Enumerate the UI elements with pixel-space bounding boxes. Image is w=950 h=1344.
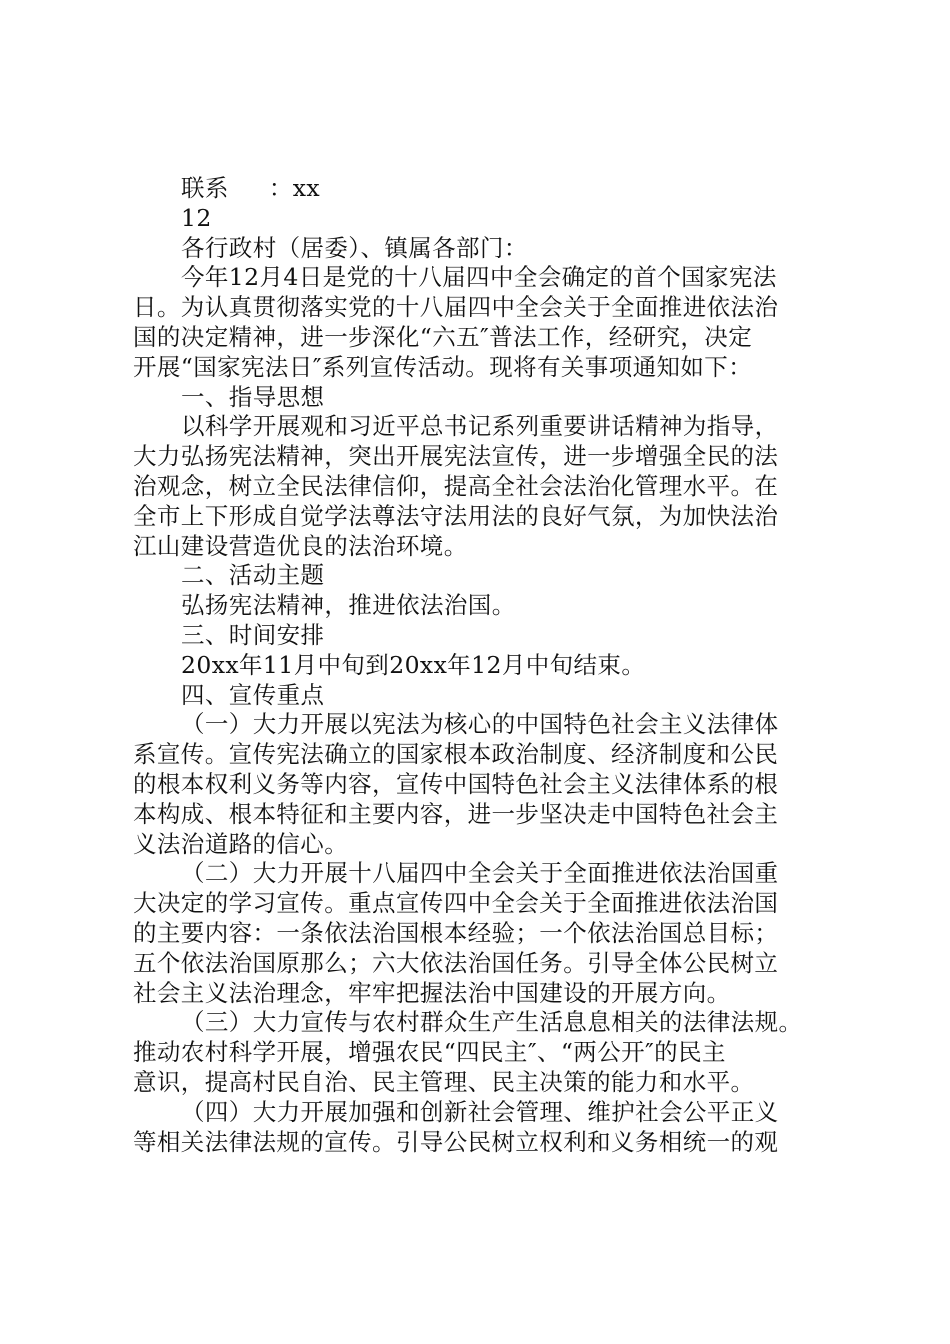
text-line: 今年12月4日是党的十八届四中全会确定的首个国家宪法 — [181, 263, 777, 292]
text-line: 开展“国家宪法日″系列宣传活动。现将有关事项通知如下： — [133, 352, 753, 381]
text-line: 国的决定精神，进一步深化“六五″普法工作，经研究，决定 — [133, 322, 753, 351]
text-line: 等相关法律法规的宣传。引导公民树立权利和义务相统一的观 — [133, 1127, 779, 1156]
text-line: （一）大力开展以宪法为核心的中国特色社会主义法律体 — [181, 710, 779, 739]
text-line: 以科学开展观和习近平总书记系列重要讲话精神为指导， — [181, 412, 779, 441]
text-line: 江山建设营造优良的法治环境。 — [133, 531, 468, 560]
month-number: 12 — [181, 203, 212, 232]
text-line: 20xx年11月中旬到20xx年12月中旬结束。 — [181, 650, 646, 679]
text-line: 大决定的学习宣传。重点宣传四中全会关于全面推进依法治国 — [133, 889, 779, 918]
text-line: 五个依法治国原那么；六大依法治国任务。引导全体公民树立 — [133, 948, 779, 977]
text-line: 四、宣传重点 — [181, 680, 325, 709]
text-line: 社会主义法治理念，牢牢把握法治中国建设的开展方向。 — [133, 978, 731, 1007]
text-line: 三、时间安排 — [181, 620, 325, 649]
body-lines — [133, 263, 833, 1157]
recipients-line: 各行政村（居委）、镇属各部门： — [181, 233, 528, 262]
text-line: 二、活动主题 — [181, 561, 325, 590]
text-line: （四）大力开展加强和创新社会管理、维护社会公平正义 — [181, 1097, 779, 1126]
text-line: 本构成、根本特征和主要内容，进一步坚决走中国特色社会主 — [133, 799, 779, 828]
contact-line — [133, 174, 833, 204]
text-line: 推动农村科学开展，增强农民“四民主″、“两公开″的民主 — [133, 1038, 726, 1067]
text-line: 弘扬宪法精神，推进依法治国。 — [181, 591, 516, 620]
document-body — [133, 174, 833, 1157]
text-line: 治观念，树立全民法律信仰，提高全社会法治化管理水平。在 — [133, 471, 779, 500]
text-line: 意识，提高村民自治、民主管理、民主决策的能力和水平。 — [133, 1067, 755, 1096]
text-line: 系宣传。宣传宪法确立的国家根本政治制度、经济制度和公民 — [133, 740, 779, 769]
text-line: 大力弘扬宪法精神，突出开展宪法宣传，进一步增强全民的法 — [133, 442, 779, 471]
text-line: 一、指导思想 — [181, 382, 325, 411]
contact-label: 联系 — [181, 174, 229, 202]
contact-value: ：xx — [268, 174, 321, 202]
text-line: 的主要内容：一条依法治国根本经验；一个依法治国总目标； — [133, 918, 779, 947]
text-line: 全市上下形成自觉学法尊法守法用法的良好气氛，为加快法治 — [133, 501, 779, 530]
text-line: （二）大力开展十八届四中全会关于全面推进依法治国重 — [181, 859, 779, 888]
text-line: 日。为认真贯彻落实党的十八届四中全会关于全面推进依法治 — [133, 293, 779, 322]
text-line: 义法治道路的信心。 — [133, 829, 349, 858]
text-line: 的根本权利义务等内容，宣传中国特色社会主义法律体系的根 — [133, 769, 779, 798]
text-line: （三）大力宣传与农村群众生产生活息息相关的法律法规。 — [181, 1008, 803, 1037]
